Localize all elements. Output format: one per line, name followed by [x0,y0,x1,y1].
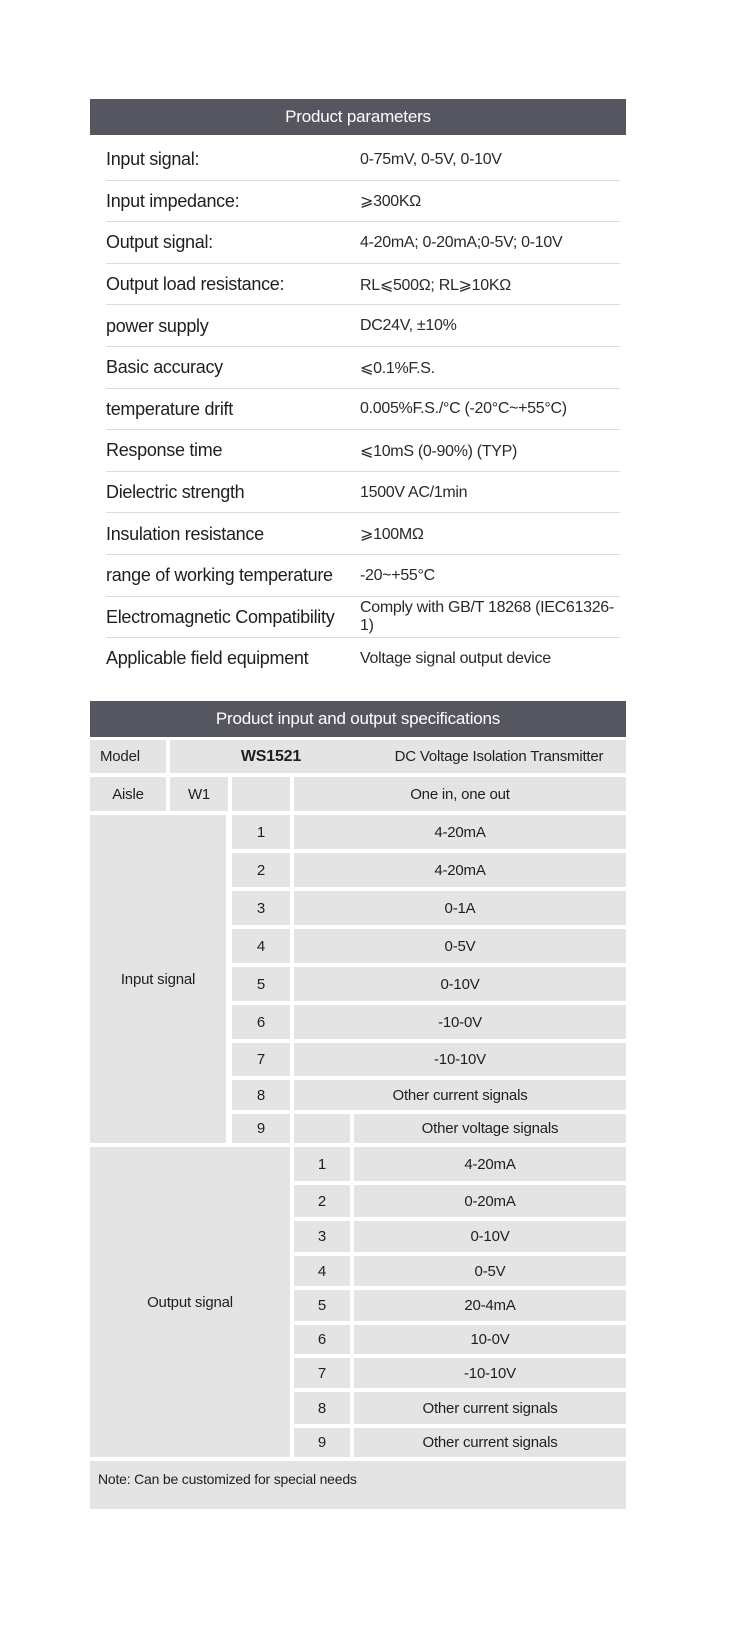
output-value-cell-text: 20-4mA [464,1297,516,1314]
model-label-cell [90,740,166,773]
input-value-cell-text: 4-20mA [434,861,486,879]
specs-header [90,701,626,737]
aisle-label: Aisle [112,785,144,803]
param-value-text: Voltage signal output device [360,649,551,667]
output-num-cell [294,1325,350,1354]
input-num-cell-text: 3 [256,899,266,917]
param-label [106,638,356,680]
input-num-cell-text: 7 [256,1051,266,1068]
note-text: Note: Can be customized for special needs [98,1471,357,1487]
param-value-text: 1500V AC/1min [360,483,468,501]
param-label [106,513,356,555]
model-value: WS1521 [240,747,302,765]
param-label [106,555,356,597]
param-value-text: 0.005%F.S./°C (-20°C~+55°C) [360,400,567,418]
input-num-cell-text: 4 [256,937,266,955]
output-num-cell [294,1147,350,1181]
input-num-cell [232,967,290,1001]
param-value-text: Comply with GB/T 18268 (IEC61326-1) [360,599,614,635]
input-num-cell-text: 2 [256,861,266,879]
input-value-cell-text: 0-5V [444,937,476,955]
param-value [360,222,626,264]
input-value-cell [294,1043,626,1076]
output-num-cell [294,1358,350,1388]
output-num-cell-text: 4 [317,1262,327,1280]
param-label-text: power supply [106,315,209,336]
input-signal-cell [90,815,226,1143]
param-label-text: Response time [106,440,223,461]
output-value-cell [354,1428,626,1457]
output-num-cell-text: 3 [317,1228,327,1245]
param-value-text: DC24V, ±10% [360,317,457,335]
input-value-cell-text: 4-20mA [434,823,486,841]
param-value [360,389,626,431]
param-value [360,472,626,514]
model-desc: DC Voltage Isolation Transmitter [394,748,604,765]
param-value [360,139,626,181]
output-value-cell-text: 0-20mA [464,1192,516,1210]
output-num-cell [294,1428,350,1457]
input-num-cell [232,929,290,963]
input-value-cell-text: 0-1A [444,899,476,917]
output-value-cell-text: 10-0V [470,1331,510,1348]
param-label-text: temperature drift [106,398,233,419]
output-num-cell [294,1290,350,1321]
output-value-cell [354,1185,626,1217]
param-label-text: Input signal: [106,149,200,170]
output-num-cell-text: 9 [317,1434,327,1451]
aisle-code: W1 [187,785,211,803]
param-label [106,181,356,223]
param-label [106,472,356,514]
output-value-cell-text: Other current signals [422,1434,558,1451]
output-value-cell-text: 0-10V [470,1228,510,1245]
input-num-cell-text: 1 [256,823,266,841]
input-value-cell-text: Other current signals [392,1086,528,1104]
input-num-cell [232,815,290,849]
model-value-cell [170,740,372,773]
output-value-cell-text: Other current signals [422,1399,558,1417]
input-num-cell [232,853,290,887]
param-value [360,264,626,306]
aisle-code-cell [170,777,228,811]
input-num-cell-text: 6 [256,1013,266,1031]
param-label-text: Dielectric strength [106,482,245,503]
output-value-cell [354,1290,626,1321]
param-value [360,638,626,680]
aisle-desc-cell [294,777,626,811]
params-title: Product parameters [285,107,431,126]
output-num-cell-text: 2 [317,1192,327,1210]
param-label [106,389,356,431]
param-value-text: 0-75mV, 0-5V, 0-10V [360,150,502,168]
output-value-cell [354,1392,626,1424]
output-value-cell [354,1358,626,1388]
input-value-cell [294,853,626,887]
output-value-cell [354,1221,626,1252]
output-num-cell [294,1392,350,1424]
param-label [106,305,356,347]
output-signal-label: Output signal [147,1293,233,1311]
param-value-text: 4-20mA; 0-20mA;0-5V; 0-10V [360,233,563,251]
input-signal-label: Input signal [120,970,196,988]
output-value-cell [354,1325,626,1354]
input-num-cell [232,1043,290,1076]
output-num-cell [294,1256,350,1286]
param-value [360,347,626,389]
param-label [106,264,356,306]
input-value-cell-text: -10-0V [438,1013,482,1031]
output-value-cell-text: 0-5V [474,1262,506,1280]
output-num-cell [294,1221,350,1252]
input-value-cell-text: -10-10V [434,1051,486,1068]
specs-title: Product input and output specifications [215,709,501,728]
param-value [360,555,626,597]
input-value-cell-text: Other voltage signals [421,1120,559,1137]
input-num-cell-text: 9 [256,1120,266,1137]
input-value-cell [294,929,626,963]
param-value [360,181,626,223]
aisle-empty-cell [232,777,290,811]
param-value-text: ⩽0.1%F.S. [360,359,435,377]
param-label [106,139,356,181]
params-header [90,99,626,135]
param-value-text: ⩽10mS (0-90%) (TYP) [360,442,518,460]
input-num-cell [232,891,290,925]
output-value-cell-text: -10-10V [464,1364,516,1382]
param-label-text: Output signal: [106,232,213,253]
output-num-cell-text: 7 [317,1364,327,1382]
output-num-cell-text: 6 [317,1331,327,1348]
input-num-cell [232,1114,290,1143]
param-label-text: Basic accuracy [106,357,223,378]
param-value-text: -20~+55°C [360,566,435,584]
input-value-cell [294,1080,626,1110]
model-desc-cell [372,740,626,773]
input-num-cell-text: 5 [256,975,266,993]
param-value-text: ⩾100MΩ [360,526,424,544]
output-signal-cell [90,1147,290,1457]
param-value [360,513,626,555]
output-num-cell-text: 1 [317,1155,327,1173]
input-value-cell [294,967,626,1001]
model-label: Model [100,748,140,765]
input-value-cell [294,815,626,849]
param-label-text: range of working temperature [106,565,333,586]
aisle-desc: One in, one out [410,785,510,803]
param-label [106,597,356,639]
param-label [106,222,356,264]
output-value-cell [354,1147,626,1181]
param-label-text: Insulation resistance [106,523,264,544]
output-num-cell-text: 5 [317,1297,327,1314]
aisle-label-cell [90,777,166,811]
output-value-cell-text: 4-20mA [464,1155,516,1173]
param-label [106,347,356,389]
param-value-text: RL⩽500Ω; RL⩾10KΩ [360,276,511,294]
input-value-cell [354,1114,626,1143]
input-num-cell [232,1080,290,1110]
param-value-text: ⩾300KΩ [360,193,421,211]
param-label-text: Input impedance: [106,190,240,211]
param-value [360,305,626,347]
param-label-text: Applicable field equipment [106,648,309,669]
param-label-text: Output load resistance: [106,274,285,295]
input-value-cell [294,1005,626,1039]
param-label [106,430,356,472]
param-label-text: Electromagnetic Compatibility [106,606,335,627]
input-value-cell [294,891,626,925]
output-num-cell [294,1185,350,1217]
output-num-cell-text: 8 [317,1399,327,1417]
input-empty-cell [294,1114,350,1143]
input-num-cell [232,1005,290,1039]
param-value [360,597,626,639]
note-cell [90,1461,626,1509]
input-num-cell-text: 8 [256,1086,266,1104]
output-value-cell [354,1256,626,1286]
param-value [360,430,626,472]
input-value-cell-text: 0-10V [440,975,480,993]
